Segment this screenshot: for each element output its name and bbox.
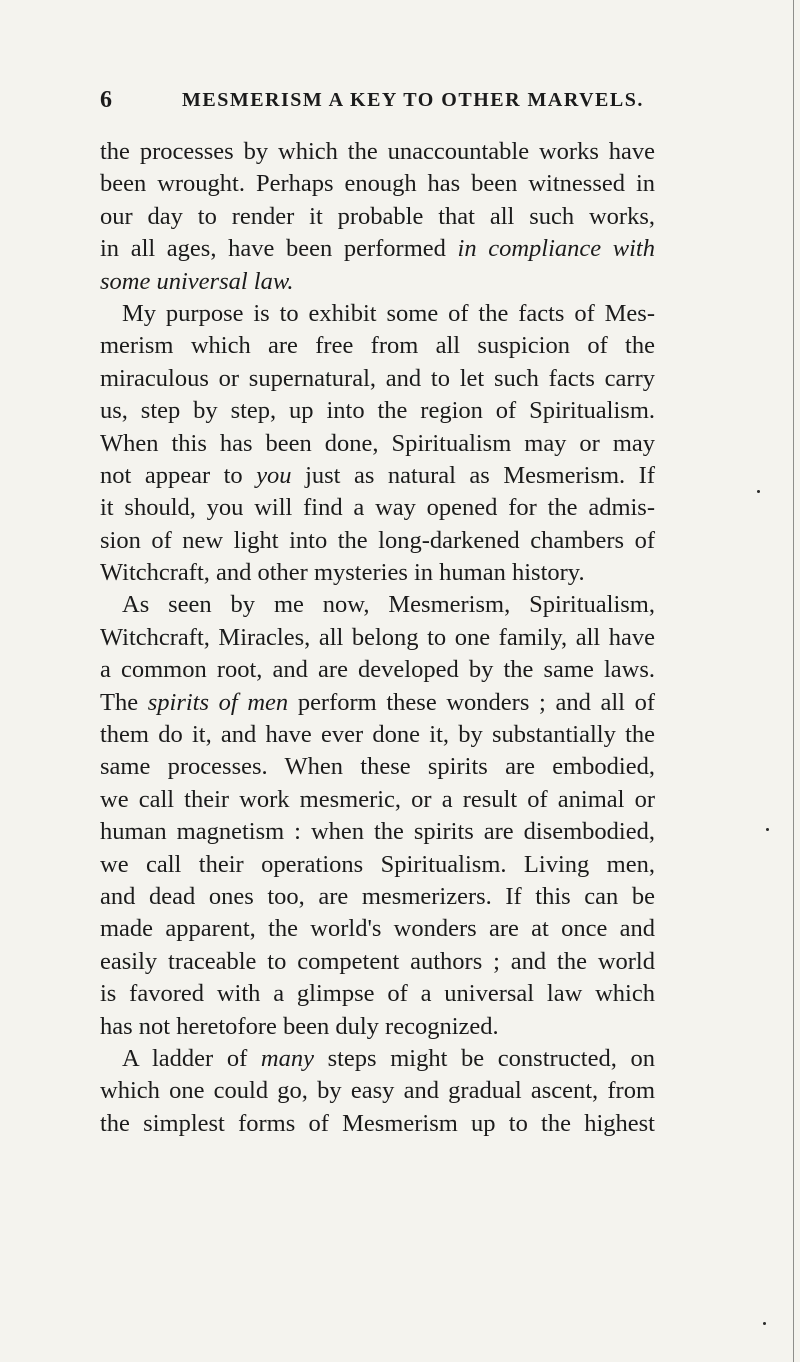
text-line: them do it, and have ever done it, by substantially the	[100, 721, 655, 749]
text-line: our day to render it probable that all such works,	[100, 202, 655, 230]
text-line: been wrought. Perhaps enough has been witnessed in	[100, 170, 655, 198]
text-line: the processes by which the unaccountable works have	[100, 138, 655, 165]
page-speck	[763, 1322, 766, 1325]
italic-phrase: in compliance with	[457, 235, 655, 263]
page-number: 6	[100, 87, 112, 113]
text-segment: The	[100, 688, 148, 716]
text-line	[100, 233, 655, 265]
text-line: human magnetism : when the spirits are disembodied,	[100, 818, 655, 846]
running-title: MESMERISM A KEY TO OTHER MARVELS.	[182, 89, 644, 111]
text-line: same processes. When these spirits are embodied,	[100, 753, 655, 781]
text-segment: in all ages, have been performed	[100, 235, 458, 263]
text-line: us, step by step, up into the region of Spiritualism.	[100, 397, 655, 425]
italic-phrase: some universal law.	[100, 267, 294, 295]
text-line: is favored with a glimpse of a universal law which	[100, 980, 655, 1008]
text-line: we call their operations Spiritualism. Living men,	[100, 850, 655, 878]
text-line	[100, 460, 655, 492]
text-segment: perform these wonders ; and all of	[288, 688, 655, 716]
text-line: When this has been done, Spiritualism may or may	[100, 429, 655, 457]
text-line	[100, 1043, 655, 1075]
body-text	[100, 136, 655, 1140]
text-line: the simplest forms of Mesmerism up to the highest	[100, 1109, 655, 1137]
text-line: Witchcraft, and other mysteries in human history.	[100, 559, 585, 587]
text-line: As seen by me now, Mesmerism, Spiritualism,	[122, 591, 655, 619]
text-line: My purpose is to exhibit some of the facts of Mes-	[122, 299, 655, 327]
text-line: has not heretofore been duly recognized.	[100, 1012, 499, 1040]
italic-phrase: spirits of men	[147, 688, 289, 716]
text-line: sion of new light into the long-darkened chambers of	[100, 526, 655, 554]
text-segment: A ladder of	[122, 1044, 261, 1072]
text-line: miraculous or supernatural, and to let such facts carry	[100, 364, 655, 392]
text-line: Witchcraft, Miracles, all belong to one family, all have	[100, 623, 655, 651]
text-line: a common root, and are developed by the same laws.	[100, 656, 655, 684]
text-segment: just as natural as Mesmerism. If	[291, 461, 655, 489]
running-head	[100, 86, 660, 114]
text-line: merism which are free from all suspicion of the	[100, 332, 655, 360]
italic-phrase: many	[260, 1044, 314, 1072]
text-line: and dead ones too, are mesmerizers. If this can be	[100, 882, 655, 910]
text-line: it should, you will find a way opened for the admis-	[100, 494, 655, 522]
page-speck	[757, 490, 760, 493]
text-segment: steps might be constructed, on	[313, 1044, 655, 1072]
text-line	[100, 266, 655, 298]
text-line: we call their work mesmeric, or a result of animal or	[100, 785, 655, 813]
text-line: made apparent, the world's wonders are at once and	[100, 915, 655, 943]
page-speck	[766, 828, 769, 831]
text-segment: not appear to	[100, 461, 257, 489]
text-line: easily traceable to competent authors ; and the world	[100, 947, 655, 975]
italic-phrase: you	[256, 461, 292, 489]
text-line	[100, 687, 655, 719]
text-line: which one could go, by easy and gradual ascent, from	[100, 1077, 655, 1105]
page-edge-line	[793, 0, 794, 1362]
